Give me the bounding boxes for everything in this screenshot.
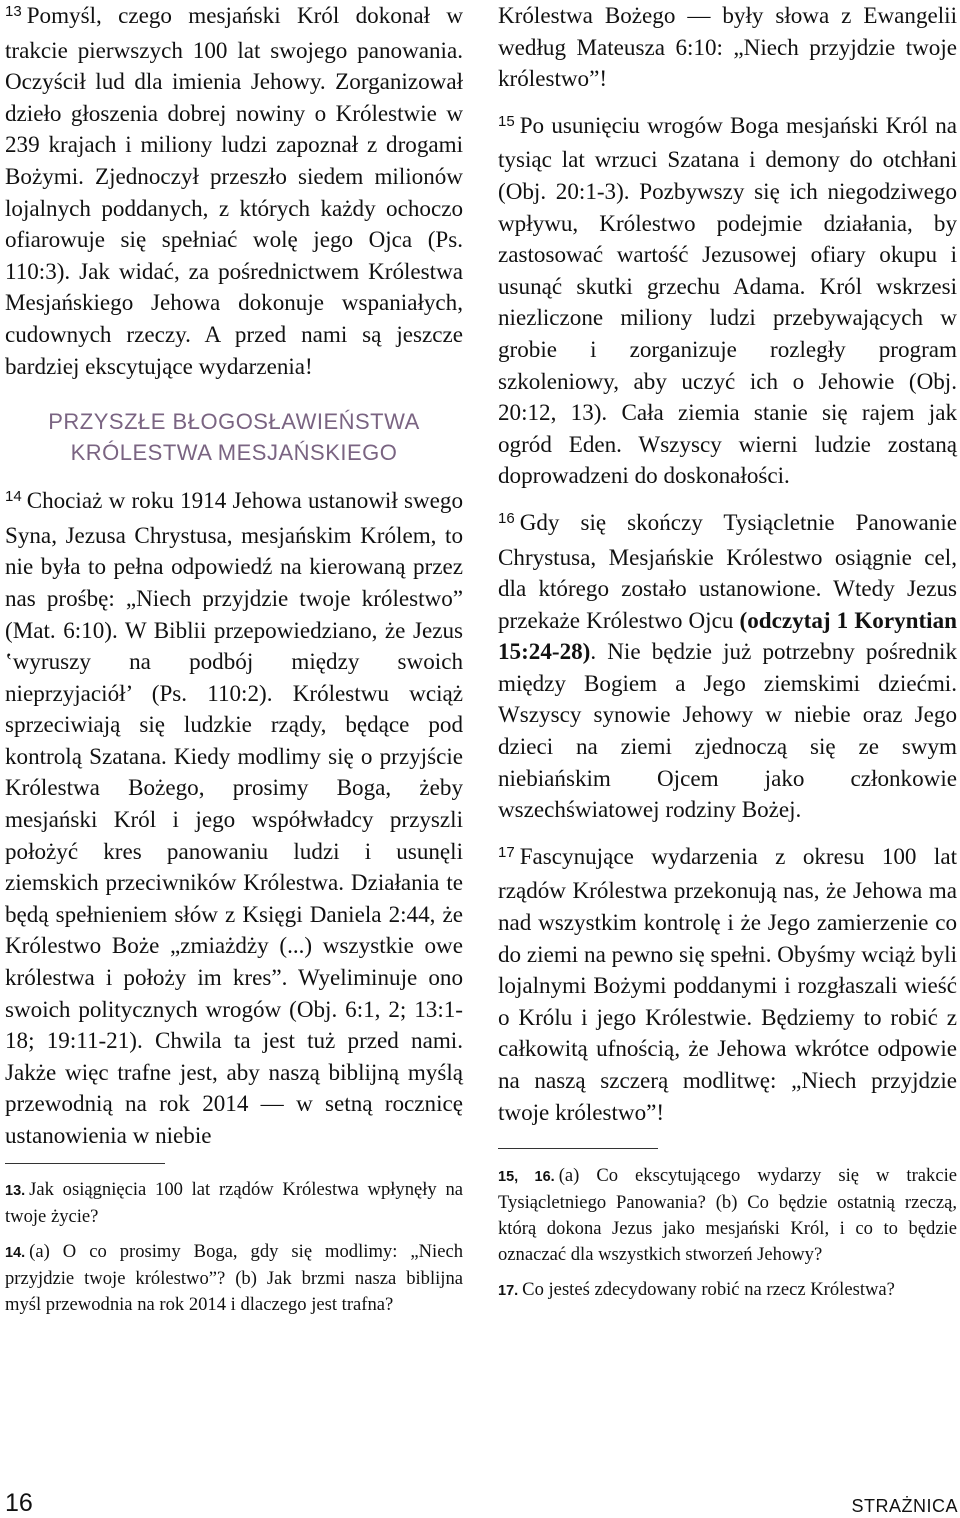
paragraph-15 [498,110,957,492]
paragraph-17 [498,841,957,1128]
paragraph-text: Fascynujące wydarzenia z okresu 100 lat rządów Królestwa przekonują nas, że Jehowa ma nad wszystkim kontrolę i że Jego zamierzenie co do ziemi na pewno się spełni. Obyśmy wciąż byli lojalnymi Bożymi poddanymi i rozgłaszali wieść o Królu i jego Królestwie. Będziemy to robić z całkowitą ufnością, że Jehowa wkrótce odpowie na naszą szczerą modlitwę: „Niech przyjdzie twoje królestwo”! [498,842,957,1125]
paragraph-text: . Nie będzie już potrzebny pośrednik między Bogiem a Jego ziemskimi dziećmi. Wszyscy synowie Jehowy w niebie oraz Jego dzieci na ziemi zjednoczą się ze swym niebiańskim Ojcem jako członkowie wszechświatowej rodziny Bożej. [498,638,957,823]
scripture-reference: (odczytaj 1 Koryntian 15:24-28) [498,606,957,665]
question-number: 17. [498,1283,519,1300]
paragraph-number: 13 [5,3,22,20]
questions-divider [5,1163,165,1164]
paragraph-number: 14 [5,488,22,506]
paragraph-number: 16 [498,509,515,527]
paragraph-text: Królestwa Bożego — były słowa z Ewangelii według Mateusza 6:10: „Niech przyjdzie twoje królestwo”! [498,2,957,92]
heading-line-2: KRÓLESTWA MESJAŃSKIEGO [70,440,398,466]
paragraph-13 [5,0,463,382]
question-14 [5,1239,463,1318]
questions-divider [498,1148,658,1149]
question-15-16 [498,1163,957,1268]
paragraph-14-continuation [498,0,957,95]
question-text: Co jesteś zdecydowany robić na rzecz Królestwa? [522,1279,895,1301]
left-column [5,0,463,1327]
question-text: (a) Co ekscytującego wydarzy się w trakcie Tysiącletniego Panowania? (b) Co będzie ostatnią rzeczą, którą dokona Jezus jako mesjański Król, i co to będzie oznaczać dla wszystkich stworzeń Jehowy? [498,1165,957,1266]
paragraph-number: 17 [498,843,515,861]
paragraph-14 [5,485,463,1151]
paragraph-text: Pomyśl, czego mesjański Król dokonał w trakcie pierwszych 100 lat swojego panowania. Oczyścił lud dla imienia Jehowy. Zorganizował dzieło głoszenia dobrej nowiny o Królestwie w 239 krajach i miliony ludzi zapoznał z drogami Bożymi. Zjednoczył przeszło siedem milionów lojalnych poddanych, z których każdy ochoczo ofiarowuje się spełniać wolę jego Ojca (Ps. 110:3). Jak widać, za pośrednictwem Królestwa Mesjańskiego Jehowa dokonuje wspaniałych, cudownych rzeczy. A przed nami są jeszcze bardziej ekscytujące wydarzenia! [5,2,463,379]
paragraph-text: Po usunięciu wrogów Boga mesjański Król na tysiąc lat wrzuci Szatana i demony do otchłani (Obj. 20:1-3). Pozbywszy się ich niegodziwego wpływu, Królestwo podejmie działania, by zastosować wartość Jezusowej ofiary okupu i usunąć skutki grzechu Adama. Król wskrzesi niezliczone miliony ludzi przebywających w grobie i zorganizuje rozległy program szkoleniowy, aby uczyć ich o Jehowie (Obj. 20:12, 13). Cała ziemia stanie się rajem jak ogród Eden. Wszyscy wierni ludzie zostaną doprowadzeni do doskonałości. [498,111,957,489]
right-column [498,0,957,1313]
section-heading [5,406,463,468]
question-text: (a) O co prosimy Boga, gdy się modlimy: „Niech przyjdzie twoje królestwo”? (b) Jak brzmi nasza biblijna myśl przewodnia na rok 2014 i dlaczego jest trafna? [5,1240,463,1315]
question-number: 15, 16. [498,1169,555,1186]
paragraph-text: Chociaż w roku 1914 Jehowa ustanowił swego Syna, Jezusa Chrystusa, mesjańskim Królem, to nie była to pełna odpowiedź na kierowaną przez nas prośbę: „Niech przyjdzie twoje królestwo” (Mat. 6:10). W Biblii przepowiedziano, że Jezus ‛wyruszy na podbój między swoich nieprzyjaciół’ (Ps. 110:2). Królestwu wciąż sprzeciwiają się ludzkie rządy, będące pod kontrolą Szatana. Kiedy modlimy się o przyjście Królestwa Bożego, prosimy Boga, żeby mesjański Król i jego współwładcy przyszli położyć kres panowaniu ludzi i usunęli ziemskich przeciwników Królestwa. Działania te będą spełnieniem słów z Księgi Daniela 2:44, że Królestwo Boże „zmiażdży (...) wszystkie owe królestwa i położy im kres”. Wyeliminuje ono swoich politycznych wrogów (Obj. 6:1, 2; 13:1-18; 19:11-21). Chwila ta jest tuż przed nami. Jakże więc trafne jest, aby naszą biblijną myślą przewodnią na rok 2014 — w setną rocznicę ustanowienia w niebie [5,487,463,1148]
question-number: 14. [5,1244,26,1261]
question-text: Jak osiągnięcia 100 lat rządów Królestwa wpłynęły na twoje życie? [5,1178,463,1227]
question-17 [498,1277,957,1304]
paragraph-16 [498,507,957,826]
question-13 [5,1177,463,1230]
paragraph-text: Gdy się skończy Tysiącletnie Panowanie Chrystusa, Mesjańskie Królestwo osiągnie cel, dla którego zostało ustanowione. Wtedy Jezus przekaże Królestwo Ojcu [498,508,957,633]
heading-line-1: PRZYSZŁE BŁOGOSŁAWIEŃSTWA [48,409,420,435]
question-number: 13. [5,1182,26,1199]
magazine-name: STRAŻNICA [851,1496,958,1516]
page-number: 16 [5,1489,33,1517]
paragraph-number: 15 [498,112,515,130]
